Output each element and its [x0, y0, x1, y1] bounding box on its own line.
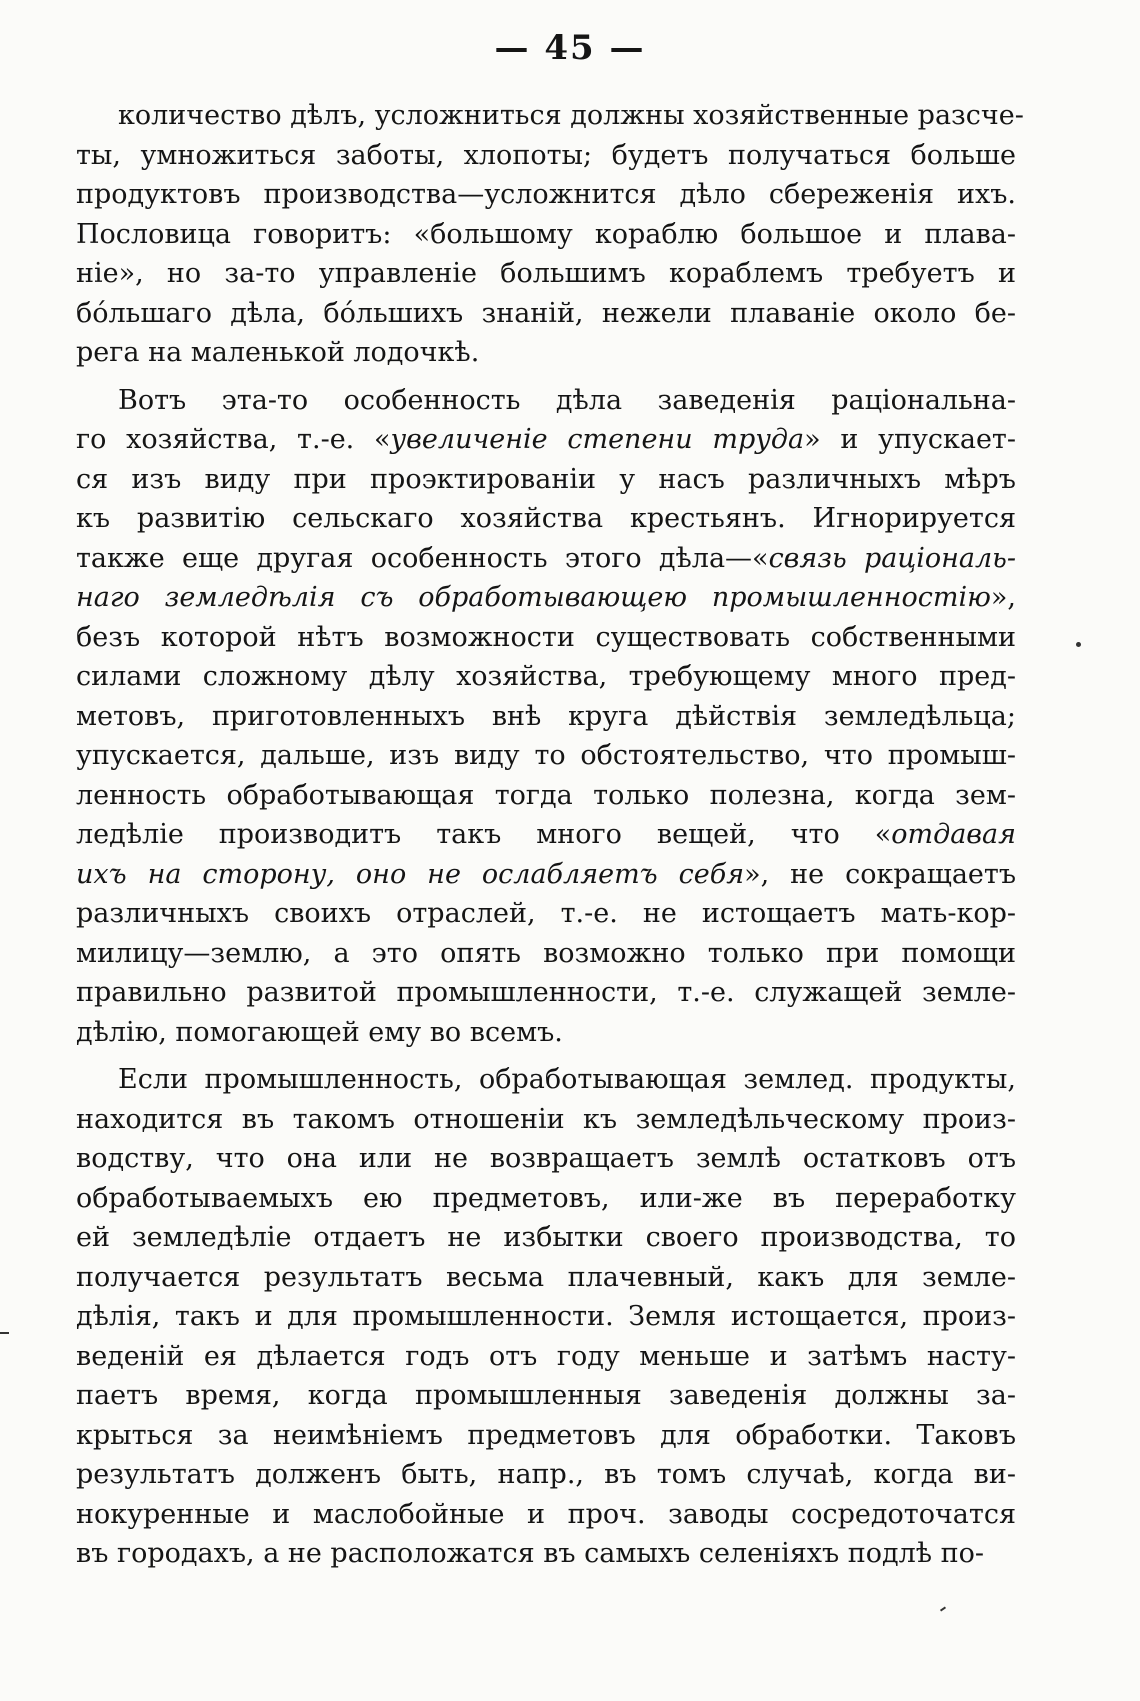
text-segment: продуктовъ производства—усложнится дѣло сбереженія ихъ.	[76, 179, 1016, 210]
text-line	[76, 294, 1016, 334]
text-segment: дѣлія, такъ и для промышленности. Земля истощается, произ-	[76, 1301, 1016, 1332]
text-line	[76, 1534, 1016, 1574]
text-line	[76, 934, 1016, 974]
text-line	[76, 96, 1024, 136]
text-segment: »,	[990, 582, 1016, 613]
text-line	[76, 815, 1016, 855]
italic-segment: наго земледѣлія съ обработывающею промышленностію	[76, 582, 991, 613]
text-line	[76, 776, 1016, 816]
text-segment: безъ которой нѣтъ возможности существовать собственными	[76, 621, 1016, 653]
text-line	[76, 618, 1016, 658]
text-segment: силами сложному дѣлу хозяйства, требующему много пред-	[76, 661, 1016, 692]
text-segment: получается результатъ весьма плачевный, какъ для земле-	[76, 1261, 1016, 1293]
text-line	[76, 1258, 1016, 1298]
text-line	[76, 539, 1016, 579]
text-line	[76, 1297, 1016, 1337]
text-line	[76, 175, 1016, 215]
text-segment: къ развитію сельскаго хозяйства крестьянъ. Игнорируется	[76, 503, 1016, 534]
text-segment: правильно развитой промышленности, т.-е. служащей земле-	[76, 977, 1016, 1008]
text-line	[76, 855, 1016, 895]
text-line	[76, 1139, 1016, 1179]
text-segment: бóльшаго дѣла, бóльшихъ знаній, нежели плаваніе около бе-	[76, 297, 1016, 329]
text-segment: ледѣліе производитъ такъ много вещей, что «	[76, 819, 892, 850]
text-segment: рега на маленькой лодочкѣ.	[76, 337, 480, 368]
text-segment: го хозяйства, т.-е. «	[76, 424, 391, 455]
text-line	[76, 381, 1016, 421]
text-segment: », не сокращаетъ	[744, 858, 1017, 890]
text-segment: ей земледѣліе отдаетъ не избытки своего производства, то	[76, 1222, 1016, 1253]
text-segment: количество дѣлъ, усложниться должны хозяйственные разсче-	[118, 100, 1024, 131]
paragraph	[76, 381, 1016, 1053]
text-line	[76, 973, 1016, 1013]
text-line	[76, 499, 1016, 539]
italic-segment: связь раціональ-	[768, 542, 1016, 574]
text-line	[76, 333, 1016, 373]
text-segment: » и упускает-	[804, 424, 1016, 455]
text-line	[76, 136, 1016, 176]
text-segment: ніе», но за-то управленіе большимъ кораблемъ требуетъ и	[76, 258, 1016, 289]
text-segment: упускается, дальше, изъ виду то обстоятельство, что промыш-	[76, 740, 1016, 771]
text-segment: различныхъ своихъ отраслей, т.-е. не истощаетъ мать-кор-	[76, 898, 1016, 929]
text-segment: ленность обработывающая тогда только полезна, когда зем-	[76, 779, 1016, 811]
text-segment: Вотъ эта-то особенность дѣла заведенія раціональна-	[118, 384, 1016, 416]
text-line	[76, 736, 1016, 776]
text-segment: Пословица говоритъ: «большому кораблю большое и плава-	[76, 218, 1016, 250]
text-line	[76, 1495, 1016, 1535]
text-line	[76, 1416, 1016, 1456]
italic-segment: увеличеніе степени труда	[390, 424, 805, 455]
text-line	[76, 254, 1016, 294]
page-number: — 45 —	[494, 28, 646, 68]
text-line	[76, 1060, 1016, 1100]
text-line	[76, 1337, 1016, 1377]
text-segment: крыться за неимѣніемъ предметовъ для обработки. Таковъ	[76, 1419, 1016, 1451]
paragraph-gap	[76, 373, 1016, 381]
text-line	[76, 1179, 1016, 1219]
italic-segment: ихъ на сторону, оно не ослабляетъ себя	[76, 858, 745, 890]
text-segment: также еще другая особенность этого дѣла—«	[76, 542, 769, 574]
text-segment: ты, умножиться заботы, хлопоты; будетъ получаться больше	[76, 139, 1016, 171]
scan-speck	[940, 1606, 946, 1611]
text-segment: результатъ долженъ быть, напр., въ томъ случаѣ, когда ви-	[76, 1459, 1016, 1490]
text-segment: обработываемыхъ ею предметовъ, или-же въ переработку	[76, 1182, 1016, 1214]
paragraph-gap	[76, 1052, 1016, 1060]
text-line	[76, 578, 1016, 618]
text-segment: въ городахъ, а не расположатся въ самыхъ селеніяхъ подлѣ по-	[76, 1538, 985, 1569]
text-line	[76, 657, 1016, 697]
text-line	[76, 215, 1016, 255]
text-segment: Если промышленность, обработывающая землед. продукты,	[118, 1064, 1016, 1095]
text-line	[76, 1455, 1016, 1495]
text-segment: дѣлію, помогающей ему во всемъ.	[76, 1016, 563, 1048]
body-text	[76, 96, 1024, 1574]
text-line	[76, 1013, 1016, 1053]
text-line	[76, 894, 1016, 934]
text-line	[76, 1376, 1016, 1416]
text-segment: паетъ время, когда промышленныя заведенія должны за-	[76, 1380, 1016, 1411]
text-segment: находится въ такомъ отношеніи къ земледѣльческому произ-	[76, 1103, 1016, 1135]
text-line	[76, 420, 1016, 460]
text-segment: ся изъ виду при проэктированіи у насъ различныхъ мѣръ	[76, 463, 1016, 495]
text-segment: милицу—землю, а это опять возможно только при помощи	[76, 937, 1016, 969]
text-segment: метовъ, приготовленныхъ внѣ круга дѣйствія земледѣльца;	[76, 700, 1016, 732]
text-line	[76, 697, 1016, 737]
text-line	[76, 1218, 1016, 1258]
scan-speck	[1076, 642, 1081, 647]
scan-speck	[0, 1332, 9, 1334]
text-line	[76, 1100, 1016, 1140]
text-line	[76, 460, 1016, 500]
paragraph	[76, 1060, 1016, 1574]
text-segment: водству, что она или не возвращаетъ землѣ остатковъ отъ	[76, 1143, 1016, 1174]
paragraph	[76, 96, 1024, 373]
text-segment: нокуренные и маслобойные и проч. заводы сосредоточатся	[76, 1498, 1016, 1530]
italic-segment: отдавая	[891, 819, 1016, 850]
text-segment: веденій ея дѣлается годъ отъ году меньше и затѣмъ насту-	[76, 1340, 1016, 1372]
